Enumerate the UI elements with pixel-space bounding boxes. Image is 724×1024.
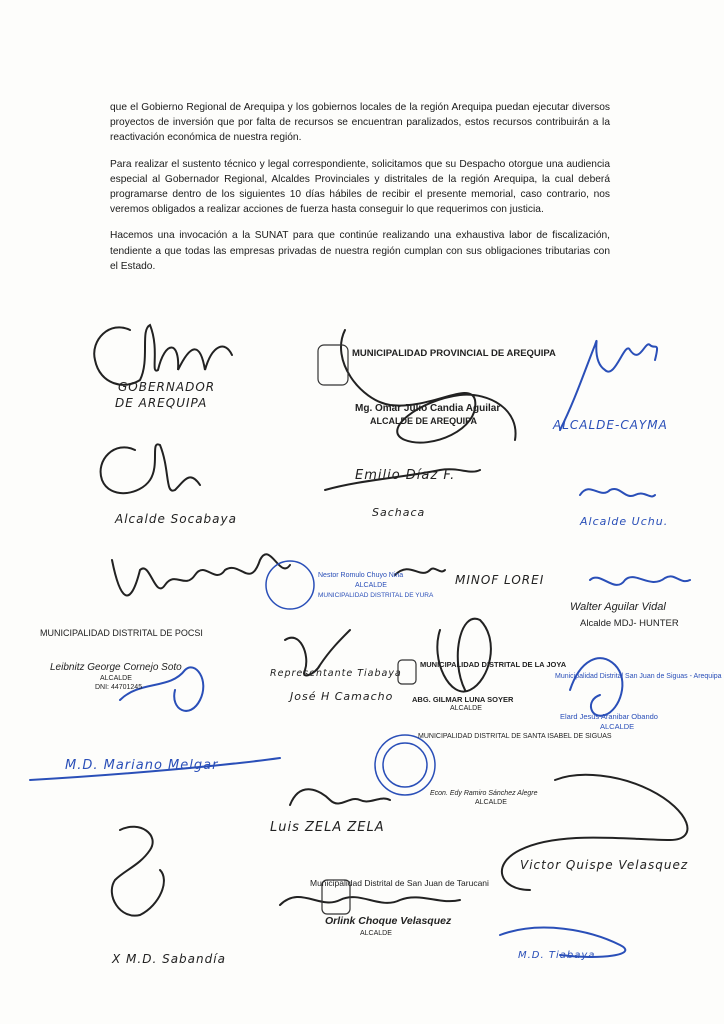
pocsi-name: Leibnitz George Cornejo Soto (50, 662, 182, 673)
lajoya-stamp: MUNICIPALIDAD DISTRITAL DE LA JOYA (420, 660, 567, 669)
sabandia-label: X M.D. Sabandía (112, 952, 226, 966)
cayma-label: ALCALDE-CAYMA (553, 418, 668, 432)
provincial-title: ALCALDE DE AREQUIPA (370, 416, 478, 426)
santa-isabel-name: Econ. Edy Ramiro Sánchez Alegre (430, 790, 538, 797)
paragraph-2: Para realizar el sustento técnico y legal correspondiente, solicitamos que su Despacho otorgue una audiencia especial al Gobernador Regional, Alcaldes Provinciales y distritales de la región Arequipa, la cual deberá programarse dentro de los siguientes 10 días hábiles de recibir el presente memorial, caso contrario, nos veremos obligados a realizar acciones de fuerza hasta conseguir lo que requerimos con justicia. (110, 158, 610, 216)
yura-seal (266, 561, 314, 609)
santa-isabel-seal (375, 735, 435, 795)
siguas-stamp: Municipalidad Distrital San Juan de Siguas - Arequipa (555, 673, 722, 680)
uchumayo-label: Alcalde Uchu. (580, 515, 669, 528)
mariano-label: M.D. Mariano Melgar (65, 758, 219, 773)
yura-title: ALCALDE (355, 582, 387, 589)
sachaca-scrawl: Emilio Díaz F. (355, 468, 456, 483)
siguas-title: ALCALDE (600, 722, 635, 731)
tiabaya-line2: José H Camacho (290, 690, 394, 703)
signature-socabaya (101, 444, 200, 493)
signature-gobernador (94, 325, 232, 385)
pocsi-dni: DNI: 44701245 (95, 684, 143, 691)
santa-isabel-stamp: MUNICIPALIDAD DISTRITAL DE SANTA ISABEL DE SIGUAS (418, 733, 612, 740)
provincial-stamp: MUNICIPALIDAD PROVINCIAL DE AREQUIPA (352, 348, 556, 359)
tarucani-title: ALCALDE (360, 930, 392, 937)
sachaca-label: Sachaca (372, 506, 426, 519)
signature-lajoya (437, 619, 491, 692)
quispe-label: Victor Quispe Velasquez (520, 858, 689, 872)
pocsi-title: ALCALDE (100, 675, 132, 682)
santa-isabel-title: ALCALDE (475, 799, 507, 806)
signature-zela (290, 789, 390, 805)
signature-row-large (112, 554, 290, 595)
signature-hunter (590, 576, 690, 585)
pocsi-stamp: MUNICIPALIDAD DISTRITAL DE POCSI (40, 628, 203, 638)
siguas-name: Elard Jesús Aranibar Obando (560, 712, 658, 721)
zela-label: Luis ZELA ZELA (270, 820, 385, 835)
provincial-name: Mg. Omar Julio Candia Aguilar (355, 403, 501, 414)
signature-siguas (570, 658, 622, 716)
paragraph-3: Hacemos una invocación a la SUNAT para que continúe realizando una exhaustiva labor de fiscalización, tendiente a que todas las empresas privadas de nuestra región cumplan con sus obligaciones tributarias con el Estado. (110, 230, 610, 272)
hunter-title: Alcalde MDJ- HUNTER (580, 618, 679, 629)
hunter-name: Walter Aguilar Vidal (570, 601, 666, 613)
bottom-right-label: M.D. Tiabaya (518, 950, 596, 961)
signature-uchumayo (580, 489, 655, 496)
yura-stamp: MUNICIPALIDAD DISTRITAL DE YURA (318, 592, 434, 599)
lajoya-title: ALCALDE (450, 705, 482, 712)
gobernador-line1: GOBERNADOR (118, 380, 216, 394)
yura-name: Nestor Romulo Chuyo Nina (318, 572, 404, 579)
tiabaya-line1: Representante Tiabaya (270, 668, 402, 679)
socabaya-label: Alcalde Socabaya (115, 512, 237, 526)
tarucani-name: Orlink Choque Velasquez (325, 915, 452, 927)
lajoya-name: ABG. GILMAR LUNA SOYER (412, 695, 514, 704)
signature-cayma (560, 341, 657, 430)
tarucani-stamp: Municipalidad Distrital de San Juan de Tarucani (310, 878, 489, 888)
signature-tarucani (280, 897, 460, 905)
minof-label: MINOF LOREI (455, 573, 545, 587)
gobernador-line2: DE AREQUIPA (115, 396, 208, 410)
paragraph-1: que el Gobierno Regional de Arequipa y los gobiernos locales de la región Arequipa puedan ejecutar diversos proyectos de inversión que por falta de recursos se encuentran paralizados, estos recursos contribuirán a la reactivación económica de nuestra región. (110, 102, 610, 144)
signature-bottom-left (112, 827, 164, 916)
